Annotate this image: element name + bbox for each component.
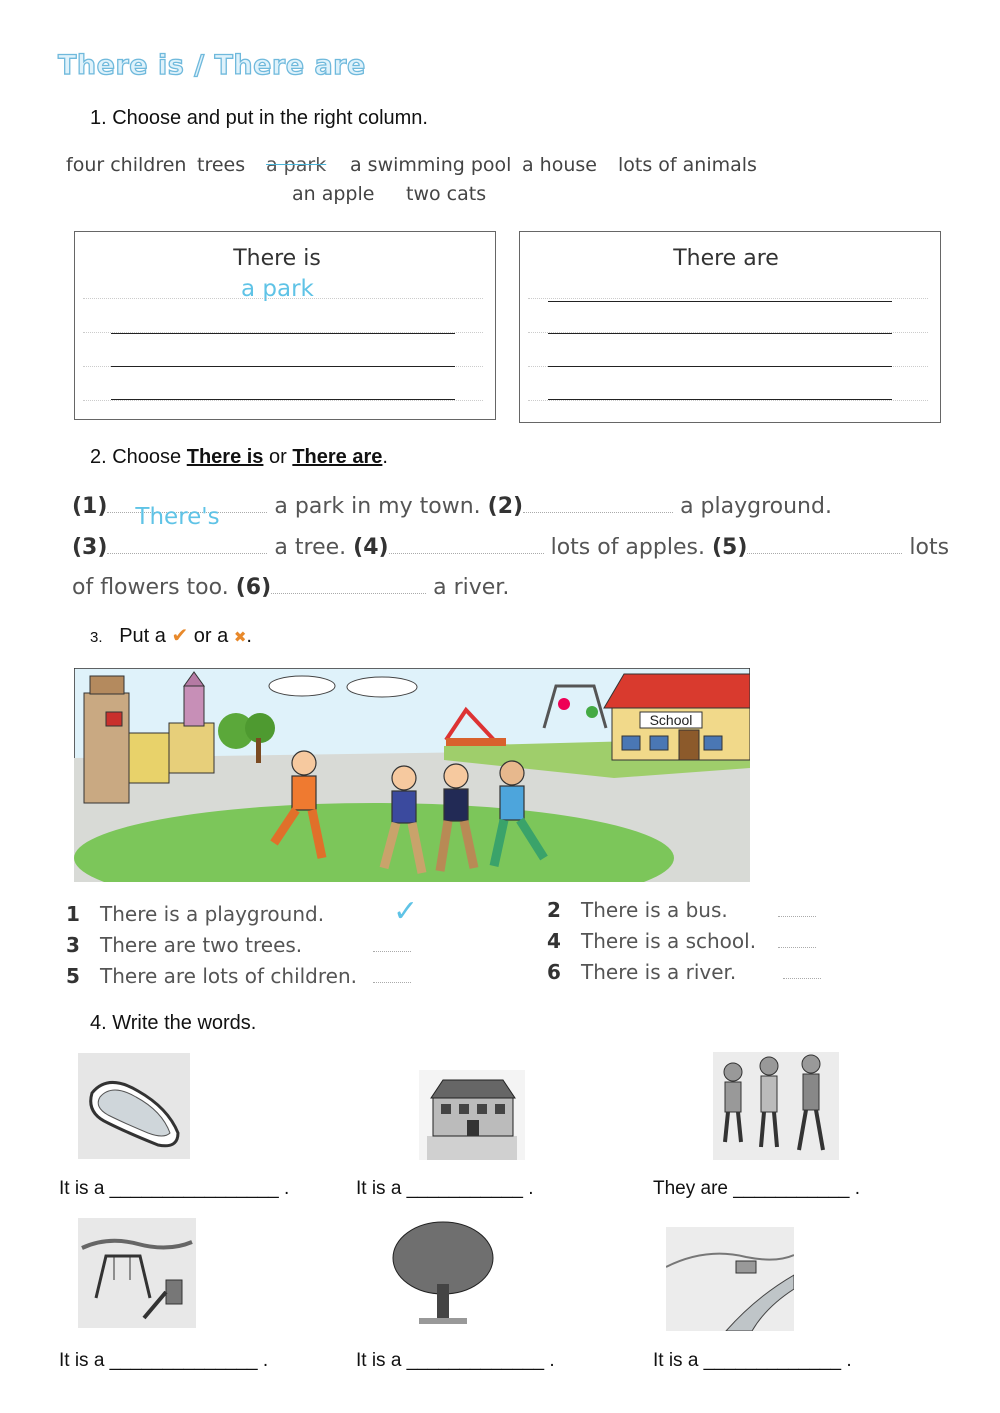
- answer-line[interactable]: [111, 399, 455, 400]
- word-bank-item: trees: [197, 154, 246, 176]
- option-there-is: There is: [186, 446, 264, 468]
- answer-line[interactable]: [548, 366, 892, 367]
- tick-icon: ✔: [171, 625, 189, 647]
- word-bank-item: two cats: [406, 183, 487, 205]
- sentence-text: a river.: [433, 575, 510, 600]
- answer-prompt[interactable]: It is a ________________ .: [59, 1178, 290, 1199]
- there-are-header: There are: [673, 246, 779, 271]
- playground-picture: [78, 1218, 196, 1328]
- section3-instruction: [90, 623, 252, 648]
- blank-2[interactable]: [523, 512, 673, 513]
- blank-5[interactable]: [747, 553, 902, 554]
- there-are-column: [519, 231, 941, 423]
- guide-line: [528, 400, 928, 401]
- blank-4[interactable]: [389, 553, 544, 554]
- blank-number: (6): [235, 575, 272, 600]
- instruction-text: .: [382, 446, 388, 468]
- guide-line: [528, 298, 928, 299]
- instruction-number: 3.: [90, 629, 103, 646]
- guide-line: [83, 298, 483, 299]
- word-bank-item: a swimming pool: [350, 154, 512, 176]
- cross-icon: ✖: [233, 629, 247, 646]
- answer-prompt[interactable]: It is a _____________ .: [356, 1350, 555, 1371]
- instruction-text: or a: [193, 625, 229, 647]
- statement-number: 6: [547, 960, 561, 984]
- word-bank-item: lots of animals: [618, 154, 757, 176]
- statement-text: There is a school.: [581, 929, 757, 953]
- sentence-line-2: [72, 535, 949, 560]
- statement-item: [66, 902, 324, 926]
- answer-line[interactable]: [548, 333, 892, 334]
- mark-blank[interactable]: [778, 916, 816, 917]
- instruction-text: 2. Choose: [90, 446, 187, 468]
- statement-text: There is a bus.: [581, 898, 728, 922]
- statement-number: 1: [66, 902, 80, 926]
- sentence-text: of flowers too.: [72, 575, 229, 600]
- blank-number: (4): [353, 535, 389, 560]
- blank-6[interactable]: [271, 593, 426, 594]
- statement-text: There is a river.: [581, 960, 737, 984]
- mark-blank[interactable]: [783, 978, 821, 979]
- section4-instruction: 4. Write the words.: [90, 1012, 257, 1034]
- instruction-text: or: [263, 446, 293, 468]
- river-picture: [666, 1227, 794, 1331]
- tree-picture: [389, 1218, 497, 1326]
- tick-mark-answer: ✓: [393, 894, 419, 929]
- statement-text: There are lots of children.: [100, 964, 357, 988]
- instruction-text: Put a: [119, 625, 166, 647]
- answer-prompt[interactable]: It is a _____________ .: [653, 1350, 852, 1371]
- sentence-text: a park in my town.: [274, 494, 481, 519]
- blank-1[interactable]: [107, 504, 267, 530]
- statement-item: [66, 964, 411, 988]
- there-is-header: There is: [233, 246, 321, 271]
- mark-blank[interactable]: [778, 947, 816, 948]
- sentence-text: a tree.: [274, 535, 347, 560]
- statement-text: There is a playground.: [100, 902, 325, 926]
- statement-number: 3: [66, 933, 80, 957]
- guide-line: [83, 400, 483, 401]
- mark-blank[interactable]: [373, 982, 411, 983]
- statement-number: 4: [547, 929, 561, 953]
- answer-prompt[interactable]: It is a ___________ .: [356, 1178, 534, 1199]
- word-bank-item: a house: [522, 154, 597, 176]
- sentence-text: lots of apples.: [550, 535, 705, 560]
- sentence-text: a playground.: [680, 494, 832, 519]
- answer-prompt[interactable]: It is a ______________ .: [59, 1350, 269, 1371]
- blank-number: (3): [72, 535, 108, 560]
- statement-text: There are two trees.: [100, 933, 303, 957]
- blank-number: (2): [487, 494, 524, 519]
- word-bank-item-used: a park: [266, 154, 327, 176]
- answer-line[interactable]: [111, 366, 455, 367]
- word-bank-item: an apple: [292, 183, 375, 205]
- mark-blank[interactable]: [373, 951, 411, 952]
- answer-line[interactable]: [548, 301, 892, 302]
- worksheet-title: There is / There are: [58, 50, 366, 81]
- section2-instruction: [90, 446, 388, 469]
- answer-line[interactable]: [111, 333, 455, 334]
- swimming-pool-picture: [78, 1053, 190, 1159]
- there-is-column: [74, 231, 496, 420]
- sentence-text: lots: [909, 535, 950, 560]
- statement-item: [547, 898, 816, 922]
- statement-item: [547, 960, 821, 984]
- example-answer: a park: [241, 276, 314, 302]
- option-there-are: There are: [292, 446, 383, 468]
- blank-3[interactable]: [107, 553, 267, 554]
- town-scene-illustration: [74, 668, 750, 882]
- answer-line[interactable]: [548, 399, 892, 400]
- blank-1-answer: There's: [135, 504, 220, 530]
- statement-item: [66, 933, 411, 957]
- sentence-line-3: [72, 575, 509, 600]
- statement-item: [547, 929, 816, 953]
- statement-number: 2: [547, 898, 561, 922]
- word-bank-item: four children: [66, 154, 187, 176]
- school-sign: School: [649, 712, 693, 728]
- blank-number: (5): [711, 535, 748, 560]
- instruction-text: .: [246, 625, 252, 647]
- house-picture: [419, 1070, 525, 1160]
- children-picture: [713, 1052, 839, 1160]
- sentence-line-1: [72, 494, 832, 530]
- answer-prompt[interactable]: They are ___________ .: [653, 1178, 861, 1199]
- blank-number: (1): [72, 494, 108, 519]
- section1-instruction: 1. Choose and put in the right column.: [90, 107, 428, 129]
- statement-number: 5: [66, 964, 80, 988]
